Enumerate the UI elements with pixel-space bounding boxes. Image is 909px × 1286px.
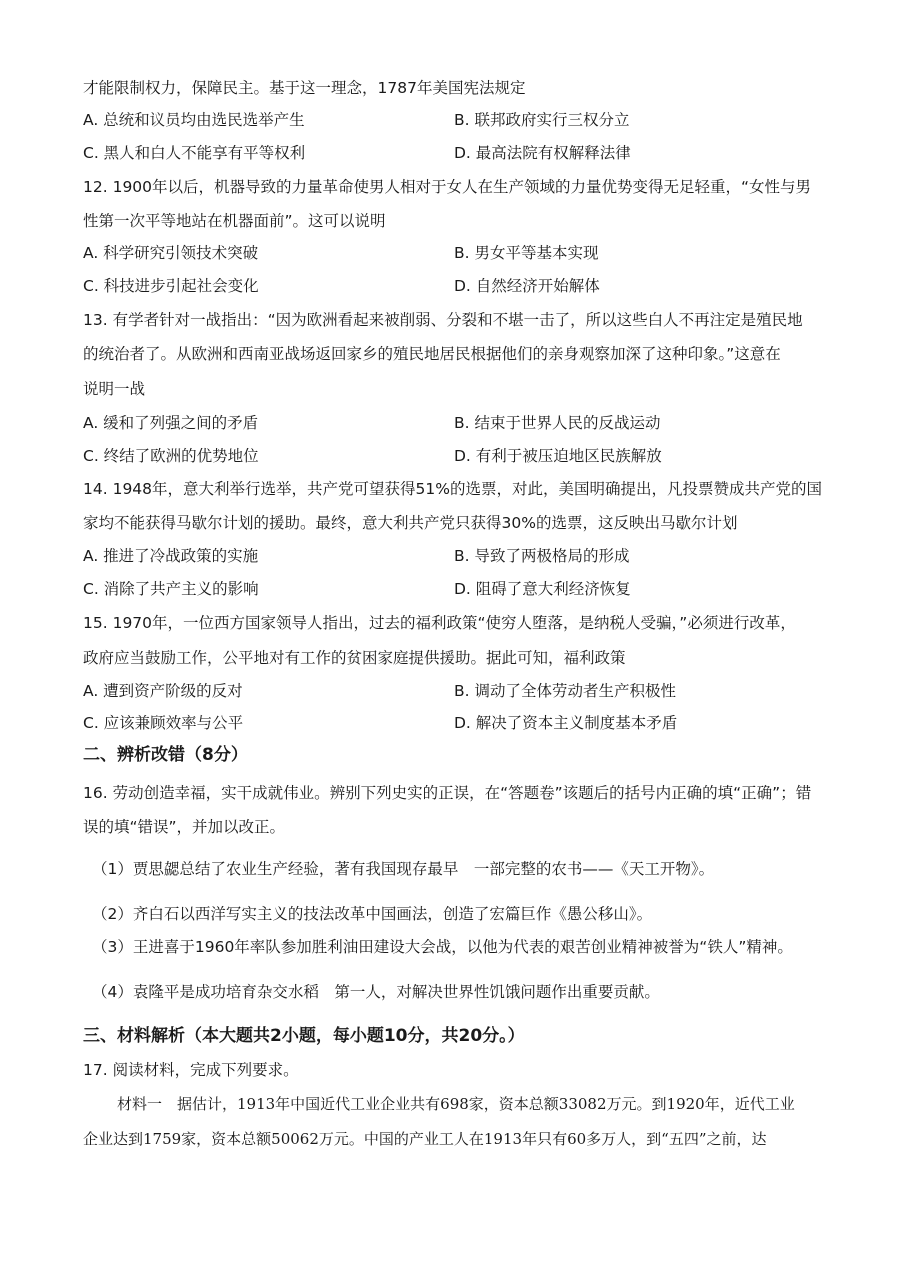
q11-option-d: D. 最高法院有权解释法律	[454, 144, 631, 162]
q17-stem: 17. 阅读材料，完成下列要求。	[83, 1061, 299, 1079]
q13-option-c: C. 终结了欧洲的优势地位	[83, 447, 259, 465]
q15-stem-line1: 15. 1970年，一位西方国家领导人指出，过去的福利政策“使穷人堕落，是纳税人受骗，”必须进行改革，	[83, 614, 796, 632]
q13-option-a: A. 缓和了列强之间的矛盾	[83, 414, 259, 432]
q13-stem-line1: 13. 有学者针对一战指出：“因为欧洲看起来被削弱、分裂和不堪一击了，所以这些白人不再注定是殖民地	[83, 311, 803, 329]
q16-stem-line1: 16. 劳动创造幸福，实干成就伟业。辨别下列史实的正误，在“答题卷”该题后的括号内正确的填“正确”；错	[83, 784, 812, 802]
q13-option-d: D. 有利于被压迫地区民族解放	[454, 447, 662, 465]
q13-stem-line3: 说明一战	[83, 380, 146, 398]
q11-option-a: A. 总统和议员均由选民选举产生	[83, 111, 305, 129]
section-3-heading: 三、材料解析（本大题共2小题，每小题10分，共20分。）	[83, 1026, 525, 1046]
material-1-line2: 企业达到1759家，资本总额50062万元。中国的产业工人在1913年只有60多万人，到“五四”之前，达	[83, 1130, 767, 1148]
q11-option-b: B. 联邦政府实行三权分立	[454, 111, 630, 129]
material-1-line1: 材料一 据估计，1913年中国近代工业企业共有698家，资本总额33082万元。到1920年，近代工业	[117, 1095, 795, 1113]
q15-option-c: C. 应该兼顾效率与公平	[83, 714, 244, 732]
q14-stem-line1: 14. 1948年，意大利举行选举，共产党可望获得51%的选票，对此，美国明确提出，凡投票赞成共产党的国	[83, 480, 822, 498]
q12-option-c: C. 科技进步引起社会变化	[83, 277, 259, 295]
q14-stem-line2: 家均不能获得马歇尔计划的援助。最终，意大利共产党只获得30%的选票，这反映出马歇尔计划	[83, 514, 738, 532]
q15-option-b: B. 调动了全体劳动者生产积极性	[454, 682, 676, 700]
q12-option-b: B. 男女平等基本实现	[454, 244, 599, 262]
q13-option-b: B. 结束于世界人民的反战运动	[454, 414, 661, 432]
q14-option-c: C. 消除了共产主义的影响	[83, 580, 259, 598]
q14-option-b: B. 导致了两极格局的形成	[454, 547, 630, 565]
q16-statement-2: （2）齐白石以西洋写实主义的技法改革中国画法，创造了宏篇巨作《愚公移山》。	[92, 905, 653, 923]
q15-stem-line2: 政府应当鼓励工作，公平地对有工作的贫困家庭提供援助。据此可知，福利政策	[83, 649, 626, 667]
q14-option-d: D. 阻碍了意大利经济恢复	[454, 580, 631, 598]
section-2-heading: 二、辨析改错（8分）	[83, 745, 248, 765]
q16-statement-3: （3）王进喜于1960年率队参加胜利油田建设大会战，以他为代表的艰苦创业精神被誉为“铁人”精神。	[92, 938, 793, 956]
q13-stem-line2: 的统治者了。从欧洲和西南亚战场返回家乡的殖民地居民根据他们的亲身观察加深了这种印象。”这意在	[83, 345, 781, 363]
q15-option-d: D. 解决了资本主义制度基本矛盾	[454, 714, 678, 732]
q15-option-a: A. 遭到资产阶级的反对	[83, 682, 243, 700]
q16-stem-line2: 误的填“错误”，并加以改正。	[83, 818, 286, 836]
q12-option-d: D. 自然经济开始解体	[454, 277, 600, 295]
q16-statement-4: （4）袁隆平是成功培育杂交水稻 第一人，对解决世界性饥饿问题作出重要贡献。	[92, 983, 660, 1001]
q12-stem-line2: 性第一次平等地站在机器面前”。这可以说明	[83, 212, 386, 230]
q16-statement-1: （1）贾思勰总结了农业生产经验，著有我国现存最早 一部完整的农书——《天工开物》。	[92, 860, 715, 878]
q12-stem-line1: 12. 1900年以后，机器导致的力量革命使男人相对于女人在生产领域的力量优势变得无足轻重，“女性与男	[83, 178, 812, 196]
q14-option-a: A. 推进了冷战政策的实施	[83, 547, 259, 565]
q12-option-a: A. 科学研究引领技术突破	[83, 244, 259, 262]
q11-stem-tail: 才能限制权力，保障民主。基于这一理念，1787年美国宪法规定	[83, 79, 526, 97]
q11-option-c: C. 黑人和白人不能享有平等权利	[83, 144, 306, 162]
